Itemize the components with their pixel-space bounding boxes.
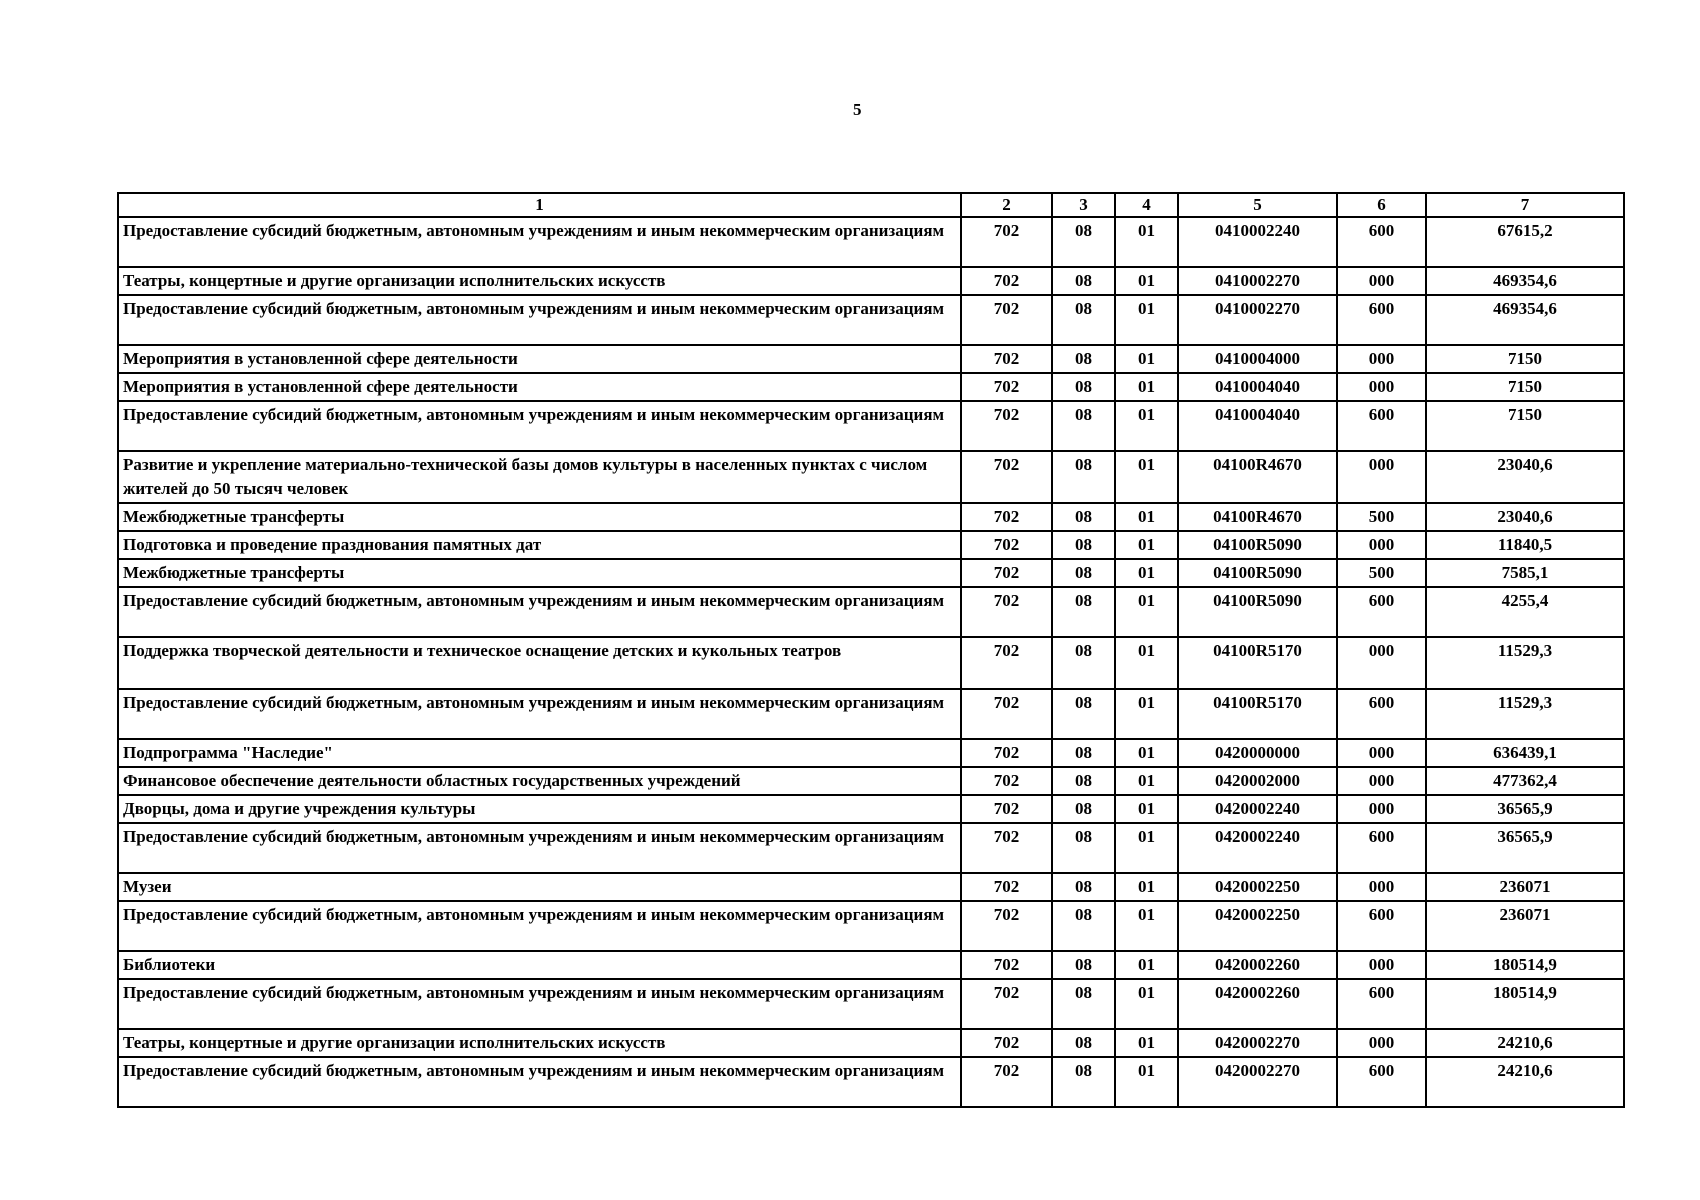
row-code-5-cell: 0420002000 xyxy=(1178,767,1337,795)
row-code-6-cell: 000 xyxy=(1337,1029,1426,1057)
row-code-5-cell: 04100R5090 xyxy=(1178,559,1337,587)
row-code-5-cell: 0420002270 xyxy=(1178,1029,1337,1057)
row-code-6-cell: 000 xyxy=(1337,951,1426,979)
row-code-5-cell: 04100R5170 xyxy=(1178,689,1337,739)
row-name-cell: Поддержка творческой деятельности и техническое оснащение детских и кукольных театров xyxy=(118,637,961,689)
table-row xyxy=(118,823,1624,873)
row-name-cell: Финансовое обеспечение деятельности областных государственных учреждений xyxy=(118,767,961,795)
row-code-4-cell: 01 xyxy=(1115,795,1178,823)
page-number: 5 xyxy=(853,100,862,119)
row-code-5-cell: 0410004000 xyxy=(1178,345,1337,373)
row-code-2-cell: 702 xyxy=(961,217,1052,267)
row-code-4-cell: 01 xyxy=(1115,217,1178,267)
row-code-3-cell: 08 xyxy=(1052,503,1115,531)
row-amount-cell: 469354,6 xyxy=(1426,267,1624,295)
row-name-cell: Межбюджетные трансферты xyxy=(118,503,961,531)
table-row xyxy=(118,739,1624,767)
row-code-2-cell: 702 xyxy=(961,823,1052,873)
row-code-5-cell: 0410002270 xyxy=(1178,267,1337,295)
row-code-6-cell: 600 xyxy=(1337,979,1426,1029)
row-code-5-cell: 0420000000 xyxy=(1178,739,1337,767)
row-code-4-cell: 01 xyxy=(1115,451,1178,503)
row-amount-cell: 180514,9 xyxy=(1426,951,1624,979)
row-code-6-cell: 600 xyxy=(1337,295,1426,345)
row-name-cell: Предоставление субсидий бюджетным, автономным учреждениям и иным некоммерческим организациям xyxy=(118,295,961,345)
row-name-cell: Развитие и укрепление материально-технической базы домов культуры в населенных пунктах с числом жителей до 50 тысяч человек xyxy=(118,451,961,503)
row-code-6-cell: 000 xyxy=(1337,531,1426,559)
row-code-4-cell: 01 xyxy=(1115,873,1178,901)
row-name-cell: Дворцы, дома и другие учреждения культуры xyxy=(118,795,961,823)
row-code-3-cell: 08 xyxy=(1052,217,1115,267)
row-code-6-cell: 000 xyxy=(1337,767,1426,795)
row-name-cell: Межбюджетные трансферты xyxy=(118,559,961,587)
row-amount-cell: 11840,5 xyxy=(1426,531,1624,559)
table-row xyxy=(118,401,1624,451)
row-amount-cell: 180514,9 xyxy=(1426,979,1624,1029)
table-row xyxy=(118,531,1624,559)
row-amount-cell: 7150 xyxy=(1426,373,1624,401)
table-row xyxy=(118,1057,1624,1107)
row-name-cell: Библиотеки xyxy=(118,951,961,979)
table-row xyxy=(118,795,1624,823)
row-name-cell: Предоставление субсидий бюджетным, автономным учреждениям и иным некоммерческим организациям xyxy=(118,587,961,637)
column-header-4: 4 xyxy=(1115,193,1178,217)
row-amount-cell: 236071 xyxy=(1426,873,1624,901)
row-amount-cell: 7585,1 xyxy=(1426,559,1624,587)
row-code-3-cell: 08 xyxy=(1052,637,1115,689)
table-row xyxy=(118,587,1624,637)
row-name-cell: Мероприятия в установленной сфере деятельности xyxy=(118,373,961,401)
row-code-2-cell: 702 xyxy=(961,767,1052,795)
row-code-2-cell: 702 xyxy=(961,345,1052,373)
table-row xyxy=(118,267,1624,295)
row-code-3-cell: 08 xyxy=(1052,401,1115,451)
row-code-2-cell: 702 xyxy=(961,1057,1052,1107)
row-code-2-cell: 702 xyxy=(961,401,1052,451)
row-code-3-cell: 08 xyxy=(1052,267,1115,295)
row-code-3-cell: 08 xyxy=(1052,689,1115,739)
table-row xyxy=(118,559,1624,587)
row-code-3-cell: 08 xyxy=(1052,587,1115,637)
row-name-cell: Мероприятия в установленной сфере деятельности xyxy=(118,345,961,373)
row-amount-cell: 11529,3 xyxy=(1426,689,1624,739)
row-code-2-cell: 702 xyxy=(961,951,1052,979)
row-code-3-cell: 08 xyxy=(1052,451,1115,503)
row-code-5-cell: 0410002240 xyxy=(1178,217,1337,267)
row-name-cell: Предоставление субсидий бюджетным, автономным учреждениям и иным некоммерческим организациям xyxy=(118,1057,961,1107)
row-code-4-cell: 01 xyxy=(1115,767,1178,795)
row-code-5-cell: 0410002270 xyxy=(1178,295,1337,345)
table-row xyxy=(118,373,1624,401)
row-name-cell: Театры, концертные и другие организации исполнительских искусств xyxy=(118,267,961,295)
row-code-6-cell: 600 xyxy=(1337,587,1426,637)
row-code-6-cell: 000 xyxy=(1337,795,1426,823)
table-row xyxy=(118,689,1624,739)
row-code-5-cell: 0420002260 xyxy=(1178,979,1337,1029)
row-code-6-cell: 000 xyxy=(1337,739,1426,767)
row-code-3-cell: 08 xyxy=(1052,979,1115,1029)
row-code-2-cell: 702 xyxy=(961,901,1052,951)
row-amount-cell: 23040,6 xyxy=(1426,503,1624,531)
row-code-6-cell: 000 xyxy=(1337,873,1426,901)
row-code-4-cell: 01 xyxy=(1115,373,1178,401)
row-code-4-cell: 01 xyxy=(1115,587,1178,637)
row-amount-cell: 36565,9 xyxy=(1426,823,1624,873)
row-amount-cell: 23040,6 xyxy=(1426,451,1624,503)
table-row xyxy=(118,1029,1624,1057)
row-code-4-cell: 01 xyxy=(1115,739,1178,767)
row-code-6-cell: 500 xyxy=(1337,503,1426,531)
row-code-3-cell: 08 xyxy=(1052,901,1115,951)
row-name-cell: Театры, концертные и другие организации исполнительских искусств xyxy=(118,1029,961,1057)
row-code-3-cell: 08 xyxy=(1052,295,1115,345)
row-code-4-cell: 01 xyxy=(1115,531,1178,559)
row-code-5-cell: 04100R4670 xyxy=(1178,451,1337,503)
row-amount-cell: 236071 xyxy=(1426,901,1624,951)
row-code-3-cell: 08 xyxy=(1052,531,1115,559)
row-name-cell: Предоставление субсидий бюджетным, автономным учреждениям и иным некоммерческим организациям xyxy=(118,689,961,739)
row-code-6-cell: 600 xyxy=(1337,689,1426,739)
table-row xyxy=(118,345,1624,373)
row-amount-cell: 477362,4 xyxy=(1426,767,1624,795)
column-header-5: 5 xyxy=(1178,193,1337,217)
table-header xyxy=(118,193,1624,217)
row-code-6-cell: 000 xyxy=(1337,373,1426,401)
row-code-6-cell: 600 xyxy=(1337,823,1426,873)
row-amount-cell: 636439,1 xyxy=(1426,739,1624,767)
row-code-3-cell: 08 xyxy=(1052,795,1115,823)
row-code-5-cell: 0410004040 xyxy=(1178,373,1337,401)
row-code-5-cell: 04100R5090 xyxy=(1178,587,1337,637)
row-code-2-cell: 702 xyxy=(961,1029,1052,1057)
row-amount-cell: 469354,6 xyxy=(1426,295,1624,345)
table-row xyxy=(118,637,1624,689)
column-header-6: 6 xyxy=(1337,193,1426,217)
row-code-5-cell: 0420002270 xyxy=(1178,1057,1337,1107)
row-code-4-cell: 01 xyxy=(1115,401,1178,451)
table-row xyxy=(118,217,1624,267)
row-code-6-cell: 600 xyxy=(1337,217,1426,267)
row-amount-cell: 24210,6 xyxy=(1426,1057,1624,1107)
row-code-4-cell: 01 xyxy=(1115,689,1178,739)
row-amount-cell: 7150 xyxy=(1426,345,1624,373)
table-row xyxy=(118,951,1624,979)
row-code-2-cell: 702 xyxy=(961,559,1052,587)
row-code-3-cell: 08 xyxy=(1052,767,1115,795)
row-name-cell: Музеи xyxy=(118,873,961,901)
row-code-6-cell: 500 xyxy=(1337,559,1426,587)
row-code-3-cell: 08 xyxy=(1052,1057,1115,1107)
row-code-3-cell: 08 xyxy=(1052,1029,1115,1057)
row-code-2-cell: 702 xyxy=(961,373,1052,401)
row-code-4-cell: 01 xyxy=(1115,267,1178,295)
row-code-5-cell: 0420002250 xyxy=(1178,901,1337,951)
row-name-cell: Предоставление субсидий бюджетным, автономным учреждениям и иным некоммерческим организациям xyxy=(118,901,961,951)
row-code-4-cell: 01 xyxy=(1115,1057,1178,1107)
row-code-5-cell: 04100R5090 xyxy=(1178,531,1337,559)
row-amount-cell: 36565,9 xyxy=(1426,795,1624,823)
row-name-cell: Предоставление субсидий бюджетным, автономным учреждениям и иным некоммерческим организациям xyxy=(118,217,961,267)
table-row xyxy=(118,873,1624,901)
row-code-3-cell: 08 xyxy=(1052,739,1115,767)
row-code-4-cell: 01 xyxy=(1115,559,1178,587)
row-code-2-cell: 702 xyxy=(961,979,1052,1029)
row-code-2-cell: 702 xyxy=(961,267,1052,295)
row-name-cell: Предоставление субсидий бюджетным, автономным учреждениям и иным некоммерческим организациям xyxy=(118,401,961,451)
row-code-3-cell: 08 xyxy=(1052,823,1115,873)
row-code-5-cell: 0420002250 xyxy=(1178,873,1337,901)
row-code-5-cell: 04100R4670 xyxy=(1178,503,1337,531)
row-code-3-cell: 08 xyxy=(1052,559,1115,587)
row-name-cell: Подпрограмма "Наследие" xyxy=(118,739,961,767)
row-code-5-cell: 04100R5170 xyxy=(1178,637,1337,689)
row-code-5-cell: 0420002260 xyxy=(1178,951,1337,979)
row-name-cell: Предоставление субсидий бюджетным, автономным учреждениям и иным некоммерческим организациям xyxy=(118,823,961,873)
row-code-5-cell: 0410004040 xyxy=(1178,401,1337,451)
row-amount-cell: 67615,2 xyxy=(1426,217,1624,267)
row-code-5-cell: 0420002240 xyxy=(1178,795,1337,823)
row-code-4-cell: 01 xyxy=(1115,823,1178,873)
row-code-2-cell: 702 xyxy=(961,531,1052,559)
row-code-6-cell: 600 xyxy=(1337,401,1426,451)
budget-table xyxy=(117,192,1625,1108)
table-row xyxy=(118,503,1624,531)
table-row xyxy=(118,901,1624,951)
row-code-2-cell: 702 xyxy=(961,295,1052,345)
row-code-3-cell: 08 xyxy=(1052,873,1115,901)
row-code-6-cell: 000 xyxy=(1337,267,1426,295)
table-row xyxy=(118,451,1624,503)
row-code-4-cell: 01 xyxy=(1115,503,1178,531)
row-code-2-cell: 702 xyxy=(961,451,1052,503)
row-code-5-cell: 0420002240 xyxy=(1178,823,1337,873)
row-code-3-cell: 08 xyxy=(1052,373,1115,401)
row-code-2-cell: 702 xyxy=(961,873,1052,901)
row-code-6-cell: 600 xyxy=(1337,1057,1426,1107)
row-code-2-cell: 702 xyxy=(961,689,1052,739)
table-row xyxy=(118,979,1624,1029)
row-code-4-cell: 01 xyxy=(1115,1029,1178,1057)
row-code-4-cell: 01 xyxy=(1115,295,1178,345)
column-header-2: 2 xyxy=(961,193,1052,217)
row-code-2-cell: 702 xyxy=(961,503,1052,531)
row-amount-cell: 11529,3 xyxy=(1426,637,1624,689)
column-header-1: 1 xyxy=(118,193,961,217)
row-code-2-cell: 702 xyxy=(961,637,1052,689)
row-code-6-cell: 000 xyxy=(1337,345,1426,373)
row-code-2-cell: 702 xyxy=(961,587,1052,637)
row-amount-cell: 4255,4 xyxy=(1426,587,1624,637)
table-row xyxy=(118,767,1624,795)
table-row xyxy=(118,295,1624,345)
row-code-4-cell: 01 xyxy=(1115,901,1178,951)
row-name-cell: Предоставление субсидий бюджетным, автономным учреждениям и иным некоммерческим организациям xyxy=(118,979,961,1029)
row-code-6-cell: 000 xyxy=(1337,451,1426,503)
row-code-6-cell: 600 xyxy=(1337,901,1426,951)
row-code-4-cell: 01 xyxy=(1115,951,1178,979)
row-code-4-cell: 01 xyxy=(1115,979,1178,1029)
row-code-3-cell: 08 xyxy=(1052,951,1115,979)
header-row xyxy=(118,193,1624,217)
row-code-3-cell: 08 xyxy=(1052,345,1115,373)
column-header-3: 3 xyxy=(1052,193,1115,217)
column-header-7: 7 xyxy=(1426,193,1624,217)
row-code-4-cell: 01 xyxy=(1115,345,1178,373)
row-amount-cell: 7150 xyxy=(1426,401,1624,451)
row-code-4-cell: 01 xyxy=(1115,637,1178,689)
row-code-2-cell: 702 xyxy=(961,739,1052,767)
table-body xyxy=(118,217,1624,1107)
row-name-cell: Подготовка и проведение празднования памятных дат xyxy=(118,531,961,559)
row-code-6-cell: 000 xyxy=(1337,637,1426,689)
row-amount-cell: 24210,6 xyxy=(1426,1029,1624,1057)
row-code-2-cell: 702 xyxy=(961,795,1052,823)
